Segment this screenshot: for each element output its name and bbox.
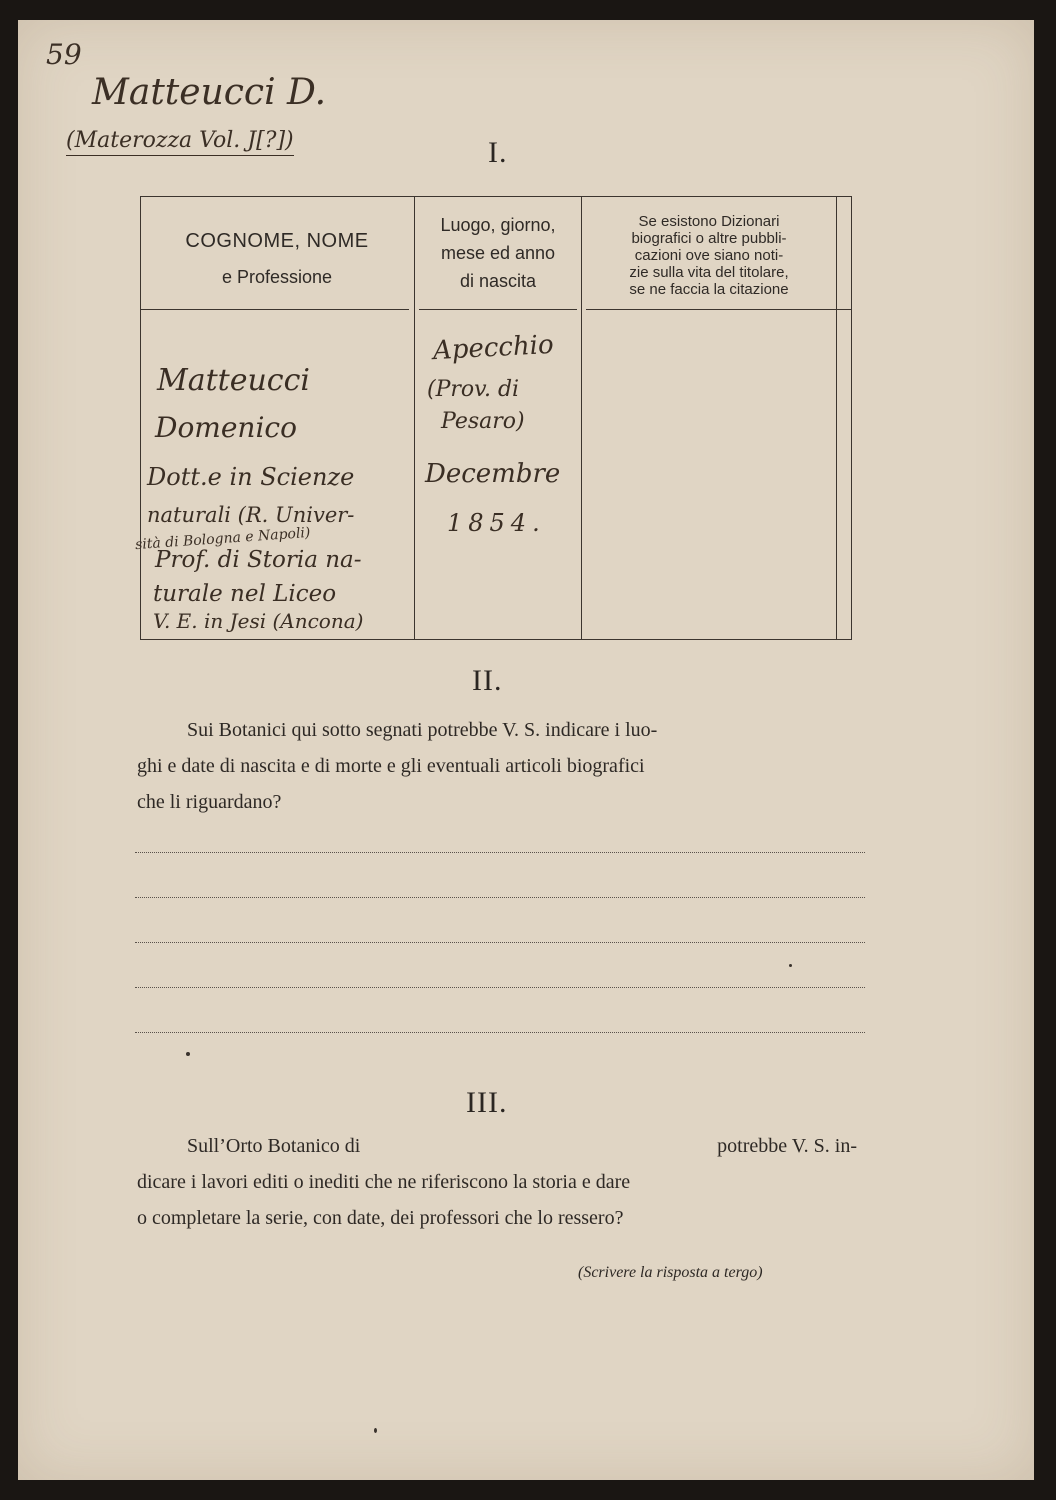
entry-name-line: V. E. in Jesi (Ancona) <box>153 609 364 633</box>
column-header-references-line: se ne faccia la citazione <box>629 281 789 298</box>
column-header-birth-line: mese ed anno <box>440 243 556 263</box>
section-3-line1-right: potrebbe V. S. in- <box>717 1135 857 1157</box>
section-2-line: ghi e date di nascita e di morte e gli eventuali articoli biografici <box>137 755 645 777</box>
paper-speck <box>789 964 792 967</box>
section-3-numeral: III. <box>466 1086 508 1119</box>
paper-speck <box>186 1052 190 1056</box>
column-header-name-line1: COGNOME, NOME <box>185 230 369 252</box>
entry-birth-line: (Prov. di <box>427 377 520 402</box>
column-header-name-line2: e Professione <box>221 267 333 287</box>
section-3-first-line <box>137 1128 857 1164</box>
section-2-line: Sui Botanici qui sotto segnati potrebbe V. S. indicare i luo- <box>187 719 658 741</box>
column-header-references-line: Se esistono Dizionari <box>638 213 780 230</box>
entry-name-line: Matteucci <box>157 363 310 398</box>
table-divider <box>836 197 837 639</box>
table-header-rule <box>141 309 409 310</box>
column-header-references-line: zie sulla vita del titolare, <box>629 264 789 281</box>
section-1-numeral: I. <box>488 136 508 169</box>
section-2-numeral: II. <box>472 664 503 697</box>
footer-note: (Scrivere la risposta a tergo) <box>578 1264 763 1281</box>
answer-line[interactable] <box>135 852 865 853</box>
entry-name-line: Domenico <box>155 411 297 444</box>
column-header-references-line: cazioni ove siano noti- <box>634 247 784 264</box>
answer-line[interactable] <box>135 942 865 943</box>
section-2-line: che li riguardano? <box>137 791 282 813</box>
entry-birth-line: Apecchio <box>432 329 555 367</box>
answer-line[interactable] <box>135 897 865 898</box>
table-header-rule <box>419 309 577 310</box>
entry-birth-line: 1854. <box>447 509 546 537</box>
column-header-references-line: biografici o altre pubbli- <box>631 230 787 247</box>
entry-name-line: naturali (R. Univer- <box>147 503 355 527</box>
section-3-line1-left: Sull’Orto Botanico di <box>187 1135 361 1157</box>
biography-table <box>134 196 852 640</box>
entry-name-line: sità di Bologna e Napoli) <box>134 524 311 554</box>
archive-number: 59 <box>46 38 82 71</box>
answer-line[interactable] <box>135 1032 865 1033</box>
entry-name-line: turale nel Liceo <box>153 581 337 607</box>
section-3-text <box>137 1128 857 1236</box>
paper-speck <box>374 1428 377 1433</box>
handwritten-name: Matteucci D. <box>92 72 327 113</box>
entry-name-line: Dott.e in Scienze <box>147 463 355 491</box>
section-3-line: dicare i lavori editi o inediti che ne riferiscono la storia e dare <box>137 1171 631 1193</box>
section-2-text <box>137 712 857 820</box>
column-header-birth-line: di nascita <box>459 271 537 291</box>
table-header-rule <box>586 309 851 310</box>
column-header-birth-line: Luogo, giorno, <box>440 215 556 235</box>
section-3-line: o completare la serie, con date, dei professori che lo ressero? <box>137 1207 624 1229</box>
column-header-references <box>582 213 836 298</box>
entry-birth-line: Pesaro) <box>441 409 525 434</box>
answer-line[interactable] <box>135 987 865 988</box>
column-header-birth <box>415 211 581 295</box>
handwritten-note: (Materozza Vol. J[?]) <box>66 128 294 156</box>
column-header-name <box>141 223 413 295</box>
entry-birth-line: Decembre <box>425 459 561 489</box>
entry-name-line: Prof. di Storia na- <box>155 547 362 573</box>
